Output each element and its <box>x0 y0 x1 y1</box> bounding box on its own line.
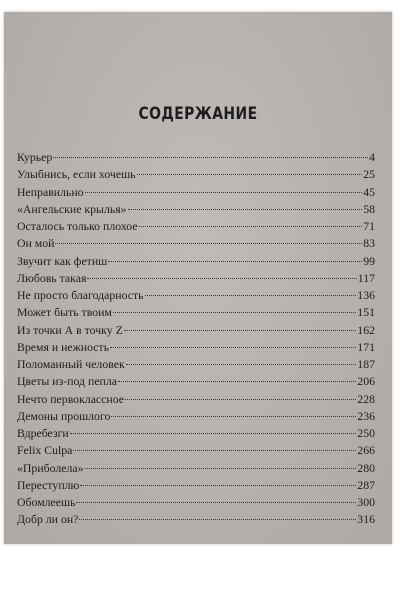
toc-entry <box>17 408 375 425</box>
toc-entry-title: Переступлю <box>17 477 80 492</box>
toc-entry <box>17 339 375 356</box>
toc-entry-title: Демоны прошлого <box>17 408 111 423</box>
toc-entry-page-number: 162 <box>357 322 375 337</box>
toc-entry-title: Осталось только плохое <box>17 219 138 233</box>
dot-leader <box>87 278 356 279</box>
toc-entry-page-number: 287 <box>357 477 375 492</box>
dot-leader <box>53 157 368 158</box>
toc-entry-page-number: 300 <box>357 495 375 509</box>
toc-entry-page-number: 136 <box>357 288 375 302</box>
toc-entry-title: Обомлеешь <box>17 495 76 509</box>
dot-leader <box>139 226 363 227</box>
dot-leader <box>85 468 357 469</box>
dot-leader <box>124 330 357 331</box>
dot-leader <box>118 381 356 382</box>
toc-entry-title: Felix Culpa <box>17 443 73 458</box>
toc-entry-title: Звучит как фетиш <box>17 253 108 268</box>
dot-leader <box>126 364 357 365</box>
dot-leader <box>85 192 363 193</box>
toc-entry <box>17 511 375 528</box>
toc-entry <box>17 218 375 235</box>
toc-entry-title: «Ангельские крылья» <box>17 201 127 216</box>
toc-entry <box>17 235 375 252</box>
toc-entry-title: Не просто благодарность <box>17 288 144 302</box>
dot-leader <box>128 209 363 210</box>
toc-entry-page-number: 58 <box>363 201 375 216</box>
book-page <box>4 12 392 544</box>
dot-leader <box>73 450 356 451</box>
toc-entry <box>17 442 375 459</box>
toc-entry-title: Добр ли он? <box>17 512 79 527</box>
toc-entry-page-number: 236 <box>357 408 375 423</box>
toc-entry-title: Поломанный человек <box>17 357 125 371</box>
toc-entry-page-number: 117 <box>357 270 375 285</box>
page-title: СОДЕРЖАНИЕ <box>138 104 258 124</box>
toc-entry <box>17 373 375 390</box>
toc-entry <box>17 425 375 442</box>
toc-entry-page-number: 316 <box>357 512 375 527</box>
dot-leader <box>110 347 356 348</box>
dot-leader <box>111 416 356 417</box>
toc-entry-page-number: 4 <box>369 150 375 164</box>
toc-entry-title: Курьер <box>17 150 53 164</box>
table-of-contents <box>17 149 375 529</box>
toc-entry-title: Время и нежность <box>17 339 110 354</box>
toc-entry <box>17 201 375 218</box>
toc-entry-title: Цветы из-под пепла <box>17 374 117 389</box>
toc-entry <box>17 356 375 373</box>
toc-entry <box>17 460 375 477</box>
toc-entry <box>17 184 375 201</box>
toc-entry-page-number: 280 <box>357 460 375 475</box>
toc-entry <box>17 253 375 270</box>
toc-entry-title: Вдребезги <box>17 426 69 440</box>
toc-entry-page-number: 71 <box>363 219 375 233</box>
toc-entry-page-number: 45 <box>363 184 375 199</box>
toc-entry <box>17 391 375 408</box>
dot-leader <box>113 312 356 313</box>
toc-entry <box>17 304 375 321</box>
toc-entry-title: Может быть твоим <box>17 305 112 320</box>
dot-leader <box>137 174 363 175</box>
toc-entry-title: Нечто первоклассное <box>17 391 124 406</box>
toc-entry-page-number: 99 <box>363 253 375 268</box>
toc-entry-title: Он мой <box>17 236 55 251</box>
toc-entry-title: Любовь такая <box>17 270 87 285</box>
dot-leader <box>79 519 356 520</box>
toc-entry-page-number: 151 <box>357 305 375 320</box>
toc-entry-page-number: 206 <box>357 374 375 389</box>
toc-entry-title: Неправильно <box>17 184 84 199</box>
dot-leader <box>145 295 357 296</box>
dot-leader <box>55 243 362 244</box>
dot-leader <box>70 433 357 434</box>
dot-leader <box>125 399 356 400</box>
toc-entry-title: «Приболела» <box>17 460 84 475</box>
toc-entry <box>17 149 375 166</box>
toc-entry-title: Из точки А в точку Z <box>17 322 123 337</box>
dot-leader <box>108 261 362 262</box>
toc-entry <box>17 287 375 304</box>
toc-entry <box>17 494 375 511</box>
toc-entry <box>17 322 375 339</box>
toc-entry-page-number: 171 <box>357 339 375 354</box>
dot-leader <box>80 485 356 486</box>
toc-entry-page-number: 187 <box>357 357 375 371</box>
dot-leader <box>76 502 356 503</box>
toc-entry-page-number: 266 <box>357 443 375 458</box>
toc-entry-title: Улыбнись, если хочешь <box>17 167 136 182</box>
toc-entry-page-number: 250 <box>357 426 375 440</box>
toc-entry-page-number: 25 <box>363 167 375 182</box>
toc-entry <box>17 270 375 287</box>
toc-entry <box>17 477 375 494</box>
toc-entry-page-number: 228 <box>357 391 375 406</box>
toc-entry <box>17 166 375 183</box>
toc-entry-page-number: 83 <box>363 236 375 251</box>
